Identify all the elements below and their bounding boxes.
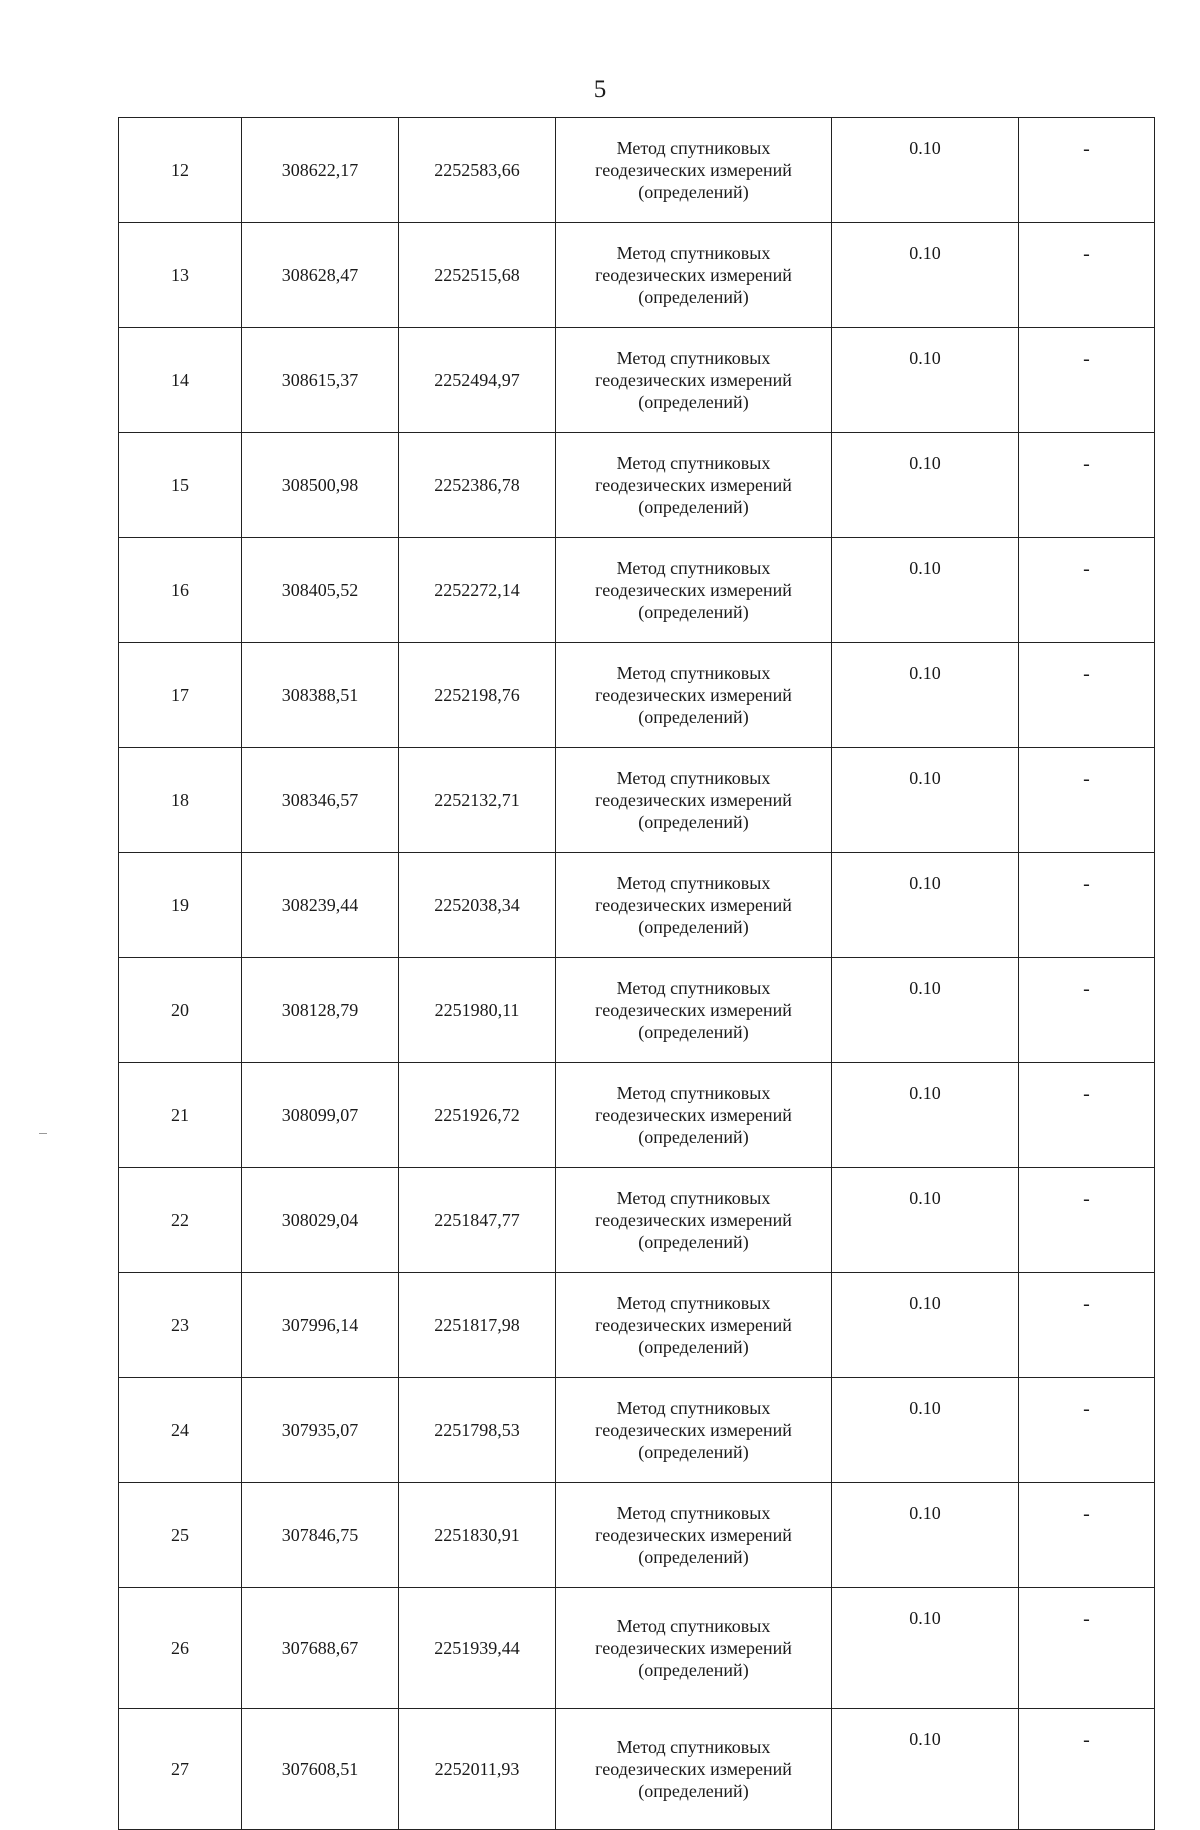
y-coordinate-cell: 2252272,14 xyxy=(399,538,556,643)
method-line: геодезических измерений xyxy=(595,1525,792,1545)
method-line: (определений) xyxy=(638,182,749,202)
note-cell: - xyxy=(1019,1588,1155,1709)
point-number-cell: 25 xyxy=(119,1483,242,1588)
method-cell xyxy=(556,433,832,538)
method-cell xyxy=(556,538,832,643)
method-cell xyxy=(556,118,832,223)
method-line: (определений) xyxy=(638,812,749,832)
point-number-cell: 19 xyxy=(119,853,242,958)
method-line: (определений) xyxy=(638,1547,749,1567)
x-coordinate-cell: 308388,51 xyxy=(242,643,399,748)
note-cell: - xyxy=(1019,643,1155,748)
point-number-cell: 22 xyxy=(119,1168,242,1273)
y-coordinate-cell: 2252386,78 xyxy=(399,433,556,538)
method-line: геодезических измерений xyxy=(595,895,792,915)
accuracy-cell: 0.10 xyxy=(832,1588,1019,1709)
y-coordinate-cell: 2252038,34 xyxy=(399,853,556,958)
method-line: геодезических измерений xyxy=(595,370,792,390)
table-row xyxy=(119,748,1155,853)
method-cell xyxy=(556,1063,832,1168)
table-row xyxy=(119,433,1155,538)
method-line: Метод спутниковых xyxy=(616,768,771,788)
table-row xyxy=(119,223,1155,328)
y-coordinate-cell: 2251847,77 xyxy=(399,1168,556,1273)
y-coordinate-cell: 2251830,91 xyxy=(399,1483,556,1588)
point-number-cell: 17 xyxy=(119,643,242,748)
x-coordinate-cell: 308099,07 xyxy=(242,1063,399,1168)
y-coordinate-cell: 2251798,53 xyxy=(399,1378,556,1483)
method-cell xyxy=(556,1709,832,1830)
method-line: геодезических измерений xyxy=(595,265,792,285)
note-cell: - xyxy=(1019,748,1155,853)
point-number-cell: 24 xyxy=(119,1378,242,1483)
accuracy-cell: 0.10 xyxy=(832,748,1019,853)
x-coordinate-cell: 308029,04 xyxy=(242,1168,399,1273)
x-coordinate-cell: 307688,67 xyxy=(242,1588,399,1709)
method-line: (определений) xyxy=(638,392,749,412)
note-cell: - xyxy=(1019,328,1155,433)
point-number-cell: 12 xyxy=(119,118,242,223)
method-line: Метод спутниковых xyxy=(616,1188,771,1208)
method-line: геодезических измерений xyxy=(595,1105,792,1125)
method-cell xyxy=(556,1168,832,1273)
accuracy-cell: 0.10 xyxy=(832,118,1019,223)
method-line: (определений) xyxy=(638,287,749,307)
method-cell xyxy=(556,748,832,853)
accuracy-cell: 0.10 xyxy=(832,1273,1019,1378)
method-line: Метод спутниковых xyxy=(616,348,771,368)
method-line: Метод спутниковых xyxy=(616,978,771,998)
point-number-cell: 26 xyxy=(119,1588,242,1709)
accuracy-cell: 0.10 xyxy=(832,223,1019,328)
method-line: (определений) xyxy=(638,497,749,517)
method-line: геодезических измерений xyxy=(595,1759,792,1779)
note-cell: - xyxy=(1019,1168,1155,1273)
scan-margin-mark xyxy=(39,1133,47,1134)
point-number-cell: 14 xyxy=(119,328,242,433)
y-coordinate-cell: 2252515,68 xyxy=(399,223,556,328)
accuracy-cell: 0.10 xyxy=(832,853,1019,958)
note-cell: - xyxy=(1019,958,1155,1063)
point-number-cell: 18 xyxy=(119,748,242,853)
x-coordinate-cell: 307608,51 xyxy=(242,1709,399,1830)
method-line: геодезических измерений xyxy=(595,1420,792,1440)
accuracy-cell: 0.10 xyxy=(832,1063,1019,1168)
point-number-cell: 27 xyxy=(119,1709,242,1830)
x-coordinate-cell: 308128,79 xyxy=(242,958,399,1063)
x-coordinate-cell: 307935,07 xyxy=(242,1378,399,1483)
accuracy-cell: 0.10 xyxy=(832,1483,1019,1588)
method-line: Метод спутниковых xyxy=(616,1503,771,1523)
x-coordinate-cell: 308628,47 xyxy=(242,223,399,328)
method-cell xyxy=(556,643,832,748)
method-line: геодезических измерений xyxy=(595,1000,792,1020)
method-line: Метод спутниковых xyxy=(616,1398,771,1418)
method-line: (определений) xyxy=(638,1127,749,1147)
method-cell xyxy=(556,958,832,1063)
table-row xyxy=(119,1378,1155,1483)
x-coordinate-cell: 307846,75 xyxy=(242,1483,399,1588)
point-number-cell: 23 xyxy=(119,1273,242,1378)
note-cell: - xyxy=(1019,1483,1155,1588)
method-line: (определений) xyxy=(638,1232,749,1252)
method-line: Метод спутниковых xyxy=(616,453,771,473)
y-coordinate-cell: 2251980,11 xyxy=(399,958,556,1063)
point-number-cell: 20 xyxy=(119,958,242,1063)
method-cell xyxy=(556,1378,832,1483)
x-coordinate-cell: 308239,44 xyxy=(242,853,399,958)
x-coordinate-cell: 308622,17 xyxy=(242,118,399,223)
method-line: (определений) xyxy=(638,917,749,937)
y-coordinate-cell: 2251817,98 xyxy=(399,1273,556,1378)
note-cell: - xyxy=(1019,1378,1155,1483)
point-number-cell: 16 xyxy=(119,538,242,643)
note-cell: - xyxy=(1019,538,1155,643)
method-line: геодезических измерений xyxy=(595,1315,792,1335)
method-line: геодезических измерений xyxy=(595,1638,792,1658)
method-line: (определений) xyxy=(638,602,749,622)
method-cell xyxy=(556,1588,832,1709)
method-line: Метод спутниковых xyxy=(616,873,771,893)
note-cell: - xyxy=(1019,1063,1155,1168)
method-line: Метод спутниковых xyxy=(616,138,771,158)
accuracy-cell: 0.10 xyxy=(832,643,1019,748)
method-cell xyxy=(556,1273,832,1378)
note-cell: - xyxy=(1019,223,1155,328)
y-coordinate-cell: 2251926,72 xyxy=(399,1063,556,1168)
y-coordinate-cell: 2252011,93 xyxy=(399,1709,556,1830)
x-coordinate-cell: 308405,52 xyxy=(242,538,399,643)
point-number-cell: 21 xyxy=(119,1063,242,1168)
accuracy-cell: 0.10 xyxy=(832,1709,1019,1830)
method-cell xyxy=(556,853,832,958)
table-row xyxy=(119,643,1155,748)
method-line: геодезических измерений xyxy=(595,790,792,810)
table-row xyxy=(119,1588,1155,1709)
y-coordinate-cell: 2252198,76 xyxy=(399,643,556,748)
y-coordinate-cell: 2252583,66 xyxy=(399,118,556,223)
x-coordinate-cell: 308615,37 xyxy=(242,328,399,433)
accuracy-cell: 0.10 xyxy=(832,1378,1019,1483)
table-row xyxy=(119,853,1155,958)
page-number: 5 xyxy=(593,76,607,103)
method-line: (определений) xyxy=(638,1660,749,1680)
coordinates-table xyxy=(118,117,1155,1830)
table-row xyxy=(119,538,1155,643)
method-line: (определений) xyxy=(638,1022,749,1042)
method-line: Метод спутниковых xyxy=(616,663,771,683)
accuracy-cell: 0.10 xyxy=(832,328,1019,433)
table-row xyxy=(119,1063,1155,1168)
note-cell: - xyxy=(1019,118,1155,223)
method-line: Метод спутниковых xyxy=(616,558,771,578)
accuracy-cell: 0.10 xyxy=(832,538,1019,643)
table-row xyxy=(119,328,1155,433)
y-coordinate-cell: 2252494,97 xyxy=(399,328,556,433)
note-cell: - xyxy=(1019,1273,1155,1378)
note-cell: - xyxy=(1019,853,1155,958)
method-line: Метод спутниковых xyxy=(616,1083,771,1103)
y-coordinate-cell: 2251939,44 xyxy=(399,1588,556,1709)
note-cell: - xyxy=(1019,433,1155,538)
method-line: (определений) xyxy=(638,1337,749,1357)
table-row xyxy=(119,1273,1155,1378)
point-number-cell: 13 xyxy=(119,223,242,328)
x-coordinate-cell: 308346,57 xyxy=(242,748,399,853)
method-line: Метод спутниковых xyxy=(616,1616,771,1636)
table-row xyxy=(119,1483,1155,1588)
accuracy-cell: 0.10 xyxy=(832,1168,1019,1273)
x-coordinate-cell: 308500,98 xyxy=(242,433,399,538)
point-number-cell: 15 xyxy=(119,433,242,538)
note-cell: - xyxy=(1019,1709,1155,1830)
method-line: геодезических измерений xyxy=(595,580,792,600)
method-line: (определений) xyxy=(638,707,749,727)
method-line: геодезических измерений xyxy=(595,475,792,495)
method-line: геодезических измерений xyxy=(595,685,792,705)
method-cell xyxy=(556,223,832,328)
method-line: Метод спутниковых xyxy=(616,243,771,263)
method-line: Метод спутниковых xyxy=(616,1293,771,1313)
accuracy-cell: 0.10 xyxy=(832,433,1019,538)
method-cell xyxy=(556,1483,832,1588)
table-row xyxy=(119,1709,1155,1830)
method-line: Метод спутниковых xyxy=(616,1737,771,1757)
x-coordinate-cell: 307996,14 xyxy=(242,1273,399,1378)
method-line: геодезических измерений xyxy=(595,160,792,180)
method-cell xyxy=(556,328,832,433)
table-row xyxy=(119,1168,1155,1273)
table-row xyxy=(119,958,1155,1063)
table-row xyxy=(119,118,1155,223)
y-coordinate-cell: 2252132,71 xyxy=(399,748,556,853)
accuracy-cell: 0.10 xyxy=(832,958,1019,1063)
method-line: геодезических измерений xyxy=(595,1210,792,1230)
method-line: (определений) xyxy=(638,1781,749,1801)
method-line: (определений) xyxy=(638,1442,749,1462)
